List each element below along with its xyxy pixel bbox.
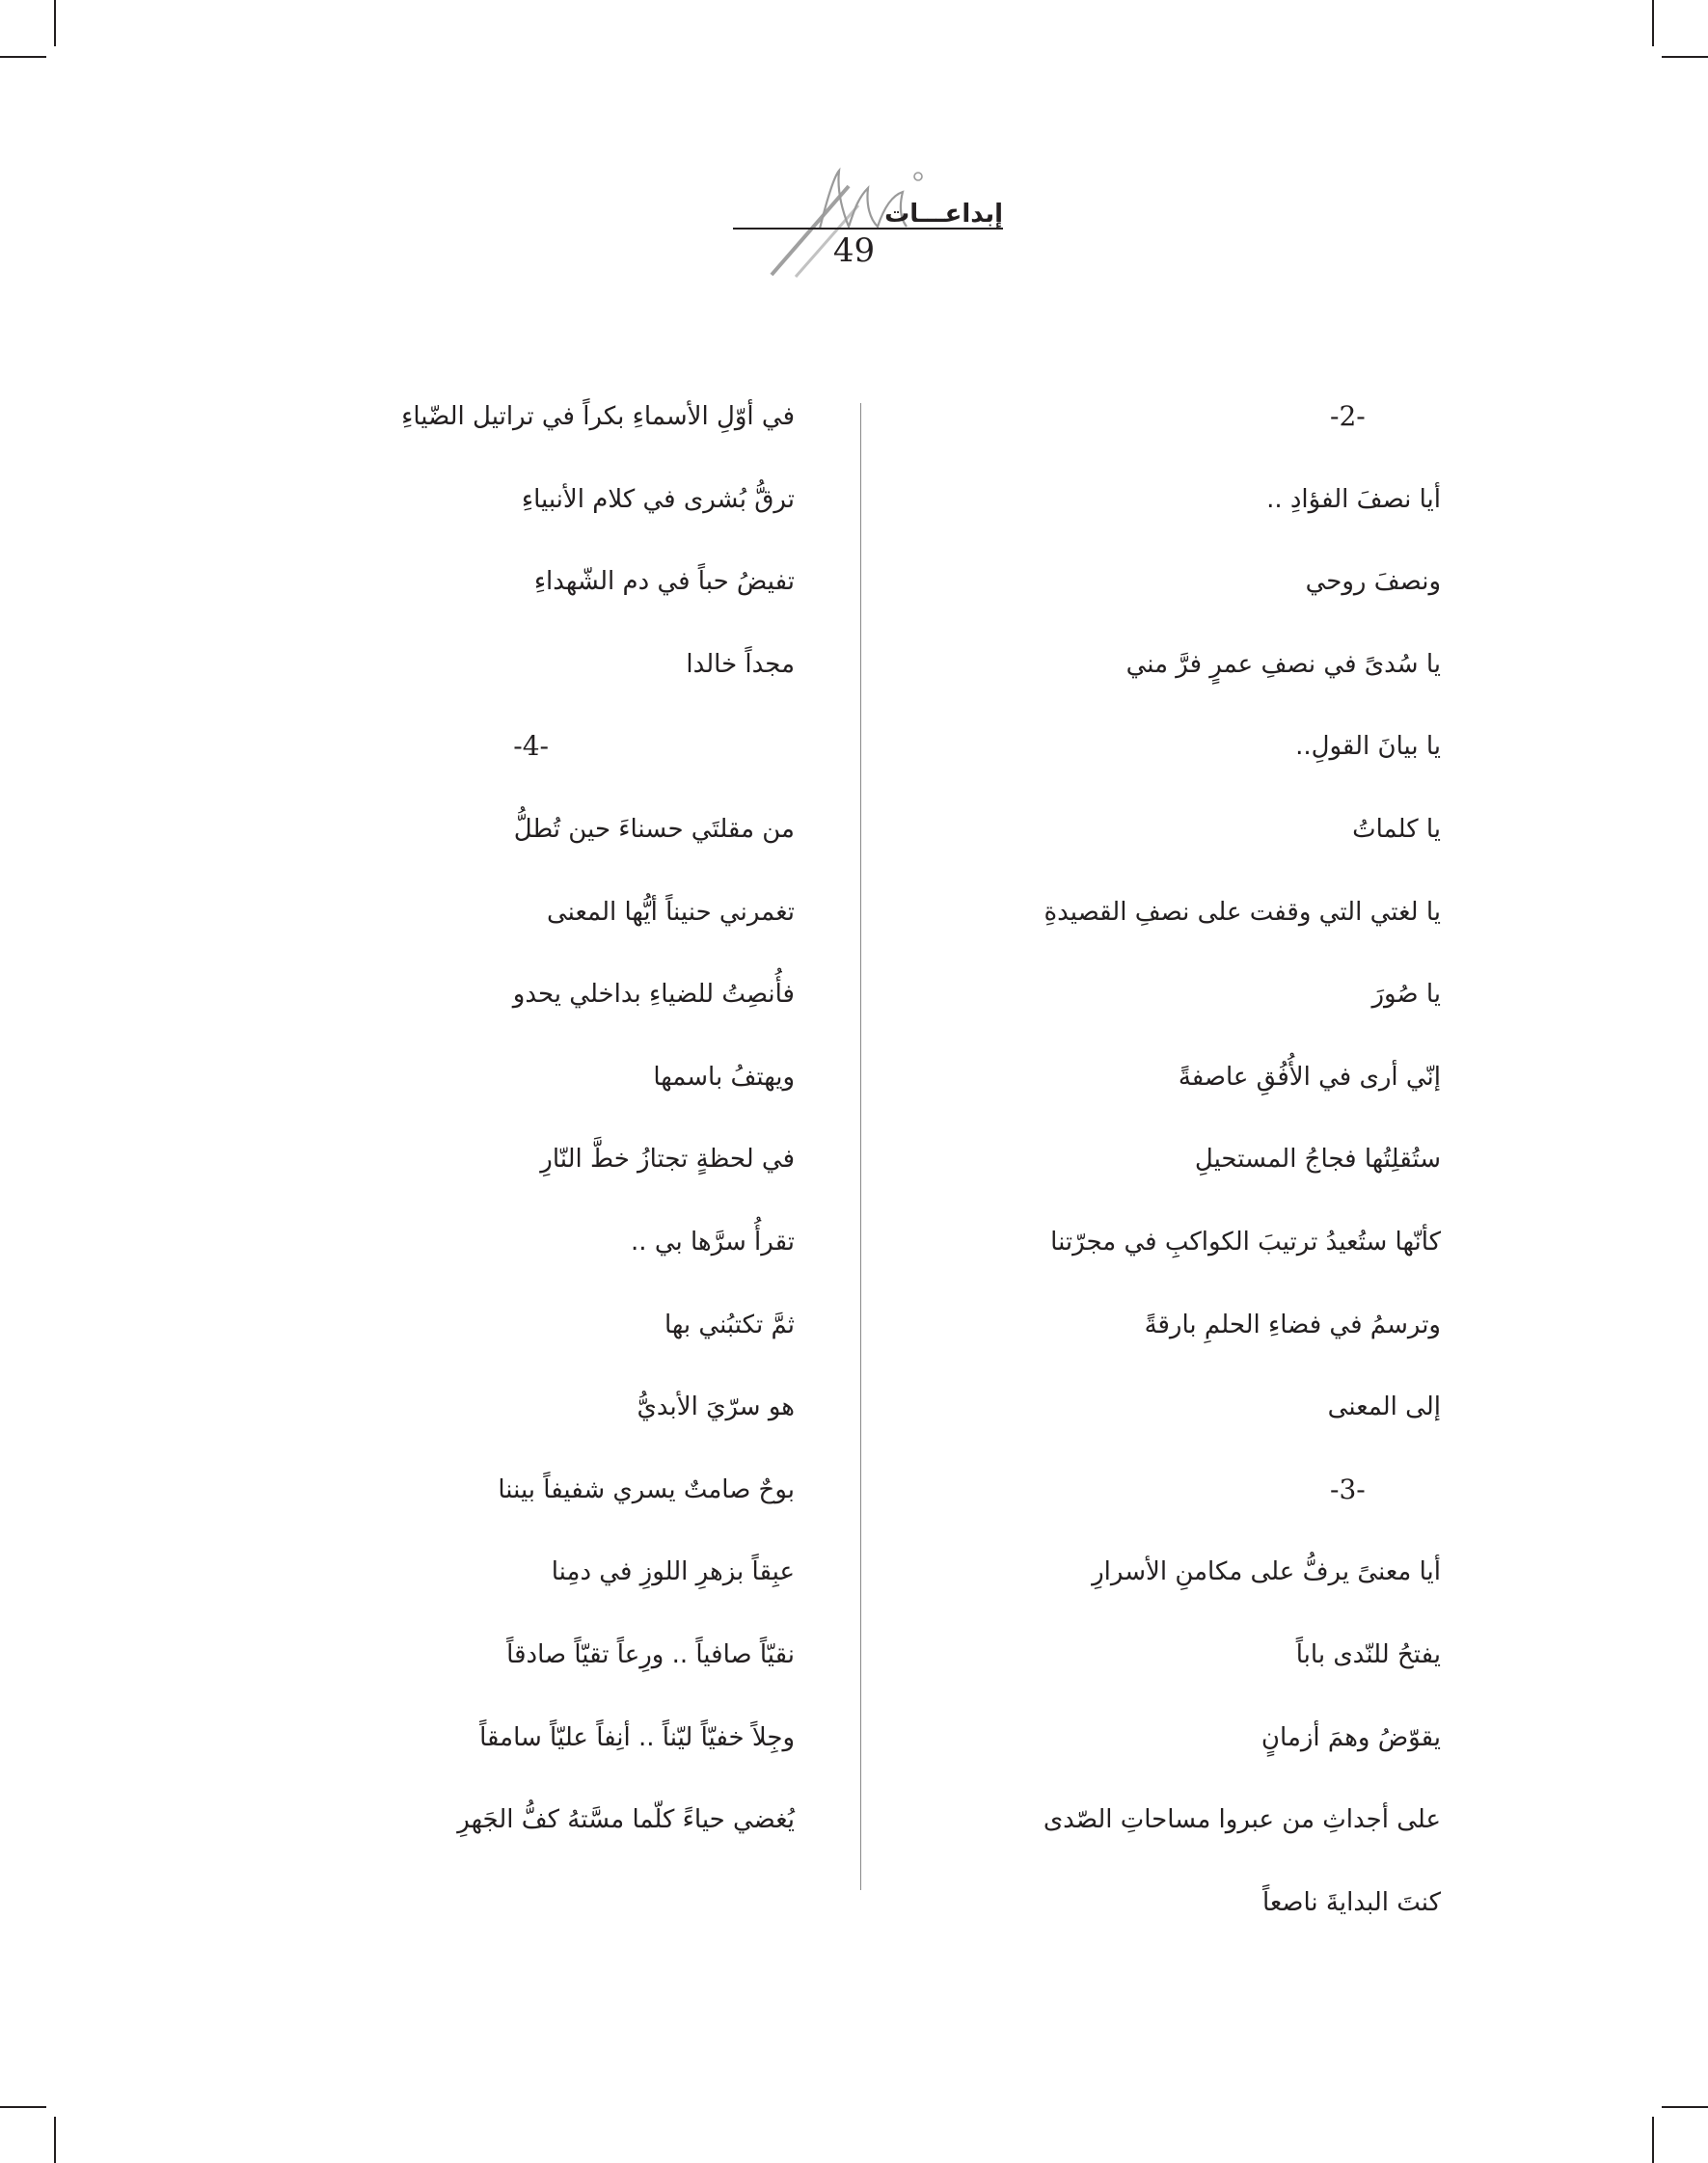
poem-line: ويهتفُ باسمها [653,1062,795,1092]
crop-mark [1662,2106,1708,2108]
poem-line: يا كلماتُ [1352,814,1441,844]
poem-line: يقوّضُ وهمَ أزمانٍ [1261,1722,1441,1752]
poem-line: تغمرني حنيناً أيُّها المعنى [547,897,795,927]
poem-line: عبِقاً بزهرِ اللوزِ في دمِنا [551,1557,795,1587]
crop-mark [0,56,46,58]
poem-line: ثمَّ تكتبُني بها [664,1310,795,1339]
poem-line: يفتحُ للنّدى باباً [1295,1639,1441,1669]
crop-mark [0,2106,46,2108]
poem-line: فأُنصِتُ للضياءِ بداخلي يحدو [512,980,795,1010]
poem-line: ترقُّ بُشرى في كلام الأنبياءِ [521,484,795,514]
poem-line: في لحظةٍ تجتازُ خطَّ النّارِ [540,1145,795,1175]
section-number: -2- [1330,400,1366,432]
section-title: إبداعـــات [884,200,1003,229]
poem-line: يا سُدىً في نصفِ عمرٍ فرَّ مني [1125,649,1441,679]
poem-line: إنّي أرى في الأُفُقِ عاصفةً [1178,1062,1441,1092]
crop-mark [54,2117,56,2163]
poem-line: ونصفَ روحي [1305,567,1441,597]
crop-mark [54,0,56,46]
poem-line: يا صُورَ [1371,980,1441,1010]
poem-line: أيا نصفَ الفؤادِ .. [1266,484,1441,514]
poem-line: كأنّها ستُعيدُ ترتيبَ الكواكبِ في مجرّتنا [1050,1227,1441,1257]
poem-line: من مقلتَي حسناءَ حين تُطلُّ [513,814,795,844]
crop-mark [1652,2117,1654,2163]
poem-column-left [293,397,795,1883]
poem-line: ستُقلِتُها فجاجُ المستحيلِ [1194,1145,1441,1175]
poem-line: هو سرّيَ الأبديُّ [637,1392,795,1422]
poem-line: نقيّاً صافياً .. ورِعاً تقيّاً صادقاً [506,1639,795,1669]
poem-line: كنتَ البدايةَ ناصعاً [1261,1887,1441,1917]
section-number: -3- [1330,1473,1366,1505]
crop-mark [1652,0,1654,46]
poem-line: بوحٌ صامتٌ يسري شفيفاً بيننا [498,1474,795,1504]
poem-line: وجِلاً خفيّاً ليّناً .. أنِفاً عليّاً سامقاً [479,1722,795,1752]
poem-line: إلى المعنى [1327,1392,1441,1422]
section-number: -4- [513,730,549,763]
poem-line: مجداً خالدا [686,649,795,679]
poem-line: يُغضي حياءً كلّما مسَّتهُ كفُّ الجَهرِ [457,1805,795,1835]
poem-line: في أوّلِ الأسماءِ بكراً في تراتيل الضّياءِ [401,402,795,431]
crop-mark [1662,56,1708,58]
poem-line: يا لغتي التي وقفت على نصفِ القصيدةِ [1044,897,1441,927]
poem-line: يا بيانَ القولِ.. [1295,732,1441,762]
page-number: 49 [832,231,876,270]
column-divider [860,403,861,1890]
poem-column-right [939,397,1441,1965]
poem-line: وترسمُ في فضاءِ الحلمِ بارقةً [1144,1310,1441,1339]
poem-line: تقرأُ سرَّها بي .. [631,1227,795,1257]
poem-line: على أجداثِ من عبروا مساحاتِ الصّدى [1043,1805,1441,1835]
poem-line: تفيضُ حباً في دم الشّهداءِ [533,567,795,597]
poem-line: أيا معنىً يرفُّ على مكامنِ الأسرارِ [1092,1557,1441,1587]
